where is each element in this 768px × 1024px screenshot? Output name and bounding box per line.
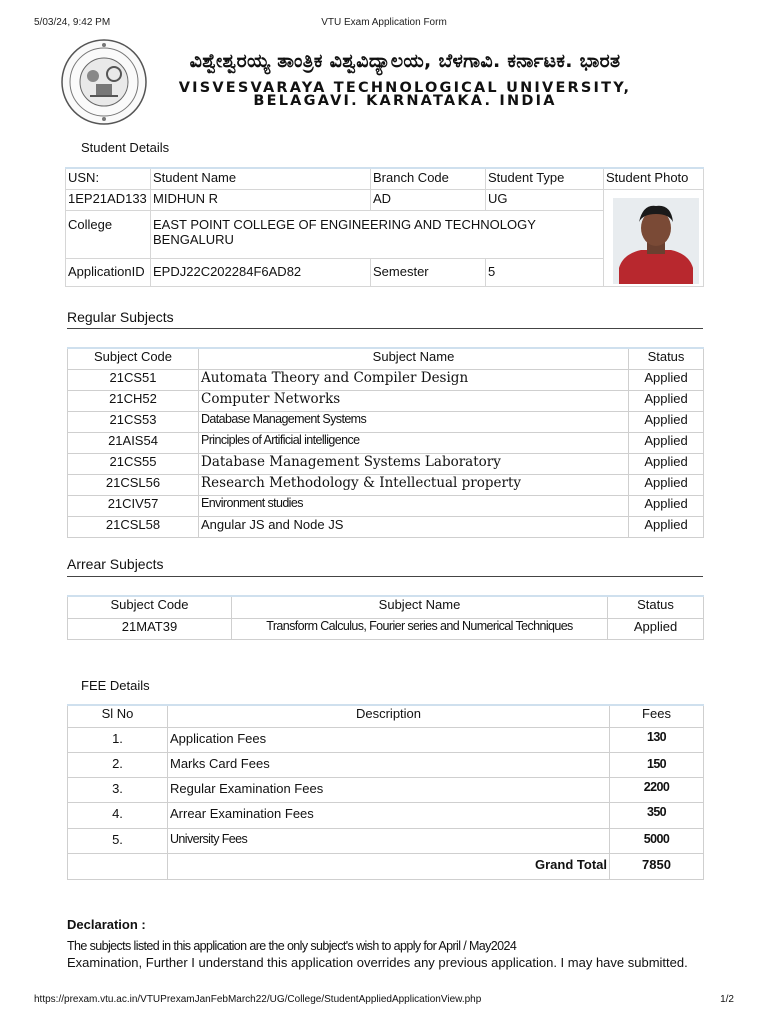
subject-code: 21CH52 — [68, 390, 199, 411]
fee-amount: 130 — [610, 727, 704, 752]
footer-url: https://prexam.vtu.ac.in/VTUPrexamJanFebMarch22/UG/College/StudentAppliedApplicationView.php — [34, 994, 482, 1005]
arrear-subjects-label: Arrear Subjects — [67, 556, 164, 572]
college-name-line1: EAST POINT COLLEGE OF ENGINEERING AND TECHNOLOGY — [153, 216, 536, 232]
declaration-text: Examination, Further I understand this application overrides any previous application. I may have submitted. — [67, 955, 688, 970]
subject-status: Applied — [629, 411, 704, 432]
college-value — [151, 210, 604, 258]
subject-code: 21CS51 — [68, 369, 199, 390]
university-name-line1: VISVESVARAYA TECHNOLOGICAL UNIVERSITY, — [178, 80, 632, 96]
fee-amount: 5000 — [610, 828, 704, 853]
subject-code: 21AIS54 — [68, 432, 199, 453]
print-title: VTU Exam Application Form — [321, 17, 447, 28]
fee-description: Application Fees — [168, 727, 610, 752]
table-row — [68, 432, 704, 453]
student-name-value: MIDHUN R — [151, 189, 371, 210]
subject-code: 21MAT39 — [68, 618, 232, 639]
table-row — [68, 390, 704, 411]
student-name-label: Student Name — [151, 168, 371, 189]
table-row — [68, 727, 704, 752]
subject-name: Angular JS and Node JS — [199, 516, 629, 537]
branch-code-label: Branch Code — [371, 168, 486, 189]
arrear-col-status: Status — [608, 596, 704, 618]
declaration-title: Declaration : — [67, 917, 146, 932]
subject-status: Applied — [608, 618, 704, 639]
subject-name: Automata Theory and Compiler Design — [199, 369, 629, 390]
fee-slno: 1. — [68, 727, 168, 752]
subject-name: Research Methodology & Intellectual property — [199, 474, 629, 495]
arrear-subjects-title — [67, 556, 703, 577]
university-name-english — [160, 82, 650, 108]
fee-amount: 350 — [610, 802, 704, 828]
table-row — [68, 453, 704, 474]
subject-status: Applied — [629, 495, 704, 516]
subject-status: Applied — [629, 516, 704, 537]
regular-col-name: Subject Name — [199, 348, 629, 369]
fee-description: Regular Examination Fees — [168, 777, 610, 802]
college-name-line2: BENGALURU — [153, 231, 234, 247]
table-row — [68, 828, 704, 853]
regular-subjects-label: Regular Subjects — [67, 309, 174, 325]
university-name-line2: BELAGAVI. KARNATAKA. INDIA — [253, 93, 557, 109]
branch-code-value: AD — [371, 189, 486, 210]
table-row — [68, 369, 704, 390]
subject-name: Computer Networks — [199, 390, 629, 411]
student-photo — [613, 198, 699, 284]
table-row — [68, 495, 704, 516]
fee-col-slno: Sl No — [68, 705, 168, 727]
table-row — [68, 752, 704, 777]
subject-code: 21CSL56 — [68, 474, 199, 495]
subject-name: Database Management Systems — [199, 411, 629, 432]
semester-value: 5 — [486, 258, 604, 286]
arrear-subjects-table — [67, 595, 704, 640]
subject-name: Environment studies — [199, 495, 629, 516]
fee-slno: 2. — [68, 752, 168, 777]
fee-slno: 5. — [68, 828, 168, 853]
fee-col-description: Description — [168, 705, 610, 727]
fee-description: Marks Card Fees — [168, 752, 610, 777]
subject-status: Applied — [629, 390, 704, 411]
arrear-col-code: Subject Code — [68, 596, 232, 618]
fee-amount: 2200 — [610, 777, 704, 802]
subject-name: Principles of Artificial intelligence — [199, 432, 629, 453]
subject-status: Applied — [629, 453, 704, 474]
grand-total-row — [68, 853, 704, 879]
subject-status: Applied — [629, 432, 704, 453]
table-row — [68, 411, 704, 432]
arrear-col-name: Subject Name — [232, 596, 608, 618]
regular-col-code: Subject Code — [68, 348, 199, 369]
table-row — [68, 516, 704, 537]
fee-details-title: FEE Details — [81, 678, 150, 693]
student-details-table — [65, 167, 704, 287]
fee-description: University Fees — [168, 828, 610, 853]
subject-code: 21CIV57 — [68, 495, 199, 516]
usn-label: USN: — [66, 168, 151, 189]
subject-code: 21CS55 — [68, 453, 199, 474]
student-type-value: UG — [486, 189, 604, 210]
fee-description: Arrear Examination Fees — [168, 802, 610, 828]
college-label: College — [66, 210, 151, 258]
application-id-label: ApplicationID — [66, 258, 151, 286]
fee-details-table — [67, 704, 704, 880]
table-row — [68, 474, 704, 495]
subject-name: Database Management Systems Laboratory — [199, 453, 629, 474]
declaration-line1: The subjects listed in this application are the only subject's wish to apply for April / May2024 — [67, 939, 517, 953]
table-row — [68, 777, 704, 802]
usn-value: 1EP21AD133 — [66, 189, 151, 210]
regular-subjects-title — [67, 309, 703, 329]
footer-page-number: 1/2 — [720, 994, 734, 1005]
subject-code: 21CS53 — [68, 411, 199, 432]
subject-status: Applied — [629, 369, 704, 390]
fee-slno: 3. — [68, 777, 168, 802]
grand-total-empty — [68, 853, 168, 879]
semester-label: Semester — [371, 258, 486, 286]
subject-status: Applied — [629, 474, 704, 495]
grand-total-label: Grand Total — [168, 853, 610, 879]
table-row — [68, 802, 704, 828]
university-name-kannada: ವಿಶ್ವೇಶ್ವರಯ್ಯ ತಾಂತ್ರಿಕ ವಿಶ್ವವಿದ್ಯಾಲಯ, ಬೆಳಗಾವಿ. ಕರ್ನಾಟಕ. ಭಾರತ — [189, 50, 621, 72]
subject-code: 21CSL58 — [68, 516, 199, 537]
fee-slno: 4. — [68, 802, 168, 828]
student-details-title: Student Details — [81, 140, 170, 155]
application-id-value: EPDJ22C202284F6AD82 — [151, 258, 371, 286]
fee-amount: 150 — [610, 752, 704, 777]
subject-name: Transform Calculus, Fourier series and Numerical Techniques — [232, 618, 608, 639]
print-datetime: 5/03/24, 9:42 PM — [34, 17, 111, 28]
grand-total-value: 7850 — [610, 853, 704, 879]
vtu-seal-logo — [60, 38, 148, 126]
fee-col-fees: Fees — [610, 705, 704, 727]
table-row — [68, 618, 704, 639]
student-type-label: Student Type — [486, 168, 604, 189]
regular-subjects-table — [67, 347, 704, 538]
student-photo-label: Student Photo — [604, 168, 704, 189]
regular-col-status: Status — [629, 348, 704, 369]
